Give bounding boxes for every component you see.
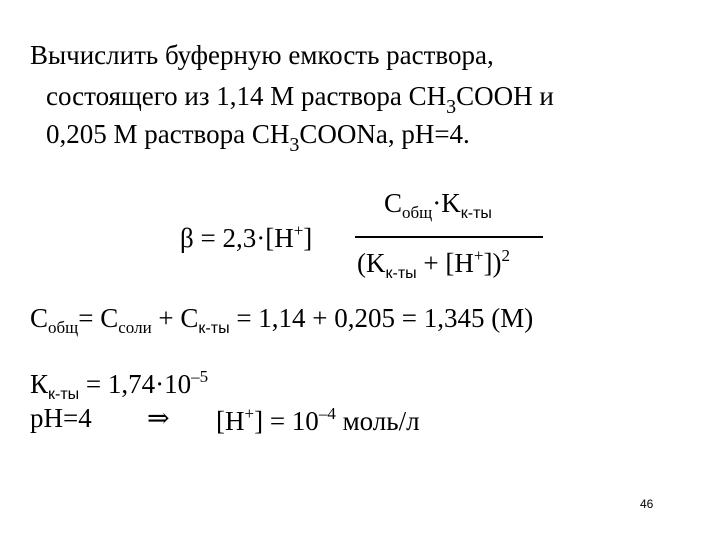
constant-line — [30, 368, 208, 403]
calc-plus: + С — [151, 303, 199, 333]
h-close: ] = 10 — [254, 406, 319, 436]
problem-line-1 — [30, 42, 494, 69]
superscript-exponent: –5 — [191, 367, 209, 386]
problem-text-1: Вычислить буферную емкость раствора, — [30, 40, 494, 70]
h-concentration — [216, 405, 420, 435]
problem-text-2b: СООН и — [456, 81, 554, 111]
subscript-acid: к-ты — [460, 205, 492, 222]
subscript-total: общ — [48, 318, 79, 337]
implies-icon: ⇒ — [147, 403, 170, 433]
calc-line — [30, 305, 533, 337]
superscript-exponent: –4 — [318, 404, 336, 423]
problem-line-3 — [46, 121, 470, 155]
beta-expression: β = 2,3·[H — [180, 223, 294, 253]
problem-text-2a: состоящего из 1,14 М раствора СН — [46, 81, 447, 111]
formula-lhs — [180, 222, 312, 252]
subscript-acid: к-ты — [48, 386, 80, 403]
calc-result: = 1,14 + 0,205 = 1,345 (М) — [229, 303, 534, 333]
c-symbol: С — [384, 188, 403, 218]
subscript-3: 3 — [446, 96, 457, 118]
implies-arrow — [147, 405, 170, 432]
formula-denominator — [357, 247, 510, 282]
problem-text-3b: COONa, pH=4. — [299, 119, 470, 149]
den-close: ]) — [483, 248, 502, 278]
calc-eq: = С — [78, 303, 119, 333]
unit-text: моль/л — [335, 406, 420, 436]
problem-line-2 — [46, 83, 554, 117]
superscript-plus: + — [293, 221, 304, 240]
subscript-3: 3 — [289, 134, 300, 156]
page-number: 46 — [640, 497, 654, 511]
superscript-plus: + — [244, 404, 255, 423]
ph-label: pH=4 — [30, 403, 92, 433]
formula-numerator — [384, 190, 492, 222]
h-open: [H — [216, 406, 245, 436]
k-symbol: К — [30, 369, 49, 399]
constant-value: = 1,74·10 — [79, 369, 192, 399]
superscript-plus: + — [473, 246, 484, 265]
problem-text-3a: 0,205 М раствора СН — [46, 119, 290, 149]
c-total: С — [30, 303, 49, 333]
superscript-2: 2 — [501, 246, 510, 265]
fraction-bar — [355, 236, 543, 238]
den-mid: + [H — [416, 248, 474, 278]
subscript-salt: соли — [118, 318, 152, 337]
subscript-acid: к-ты — [198, 320, 230, 337]
den-open: (K — [357, 248, 386, 278]
ph-line — [30, 405, 92, 432]
subscript-acid: к-ты — [385, 265, 417, 282]
subscript-total: общ — [402, 203, 433, 222]
k-symbol: ·K — [432, 188, 461, 218]
bracket-close: ] — [303, 223, 313, 253]
